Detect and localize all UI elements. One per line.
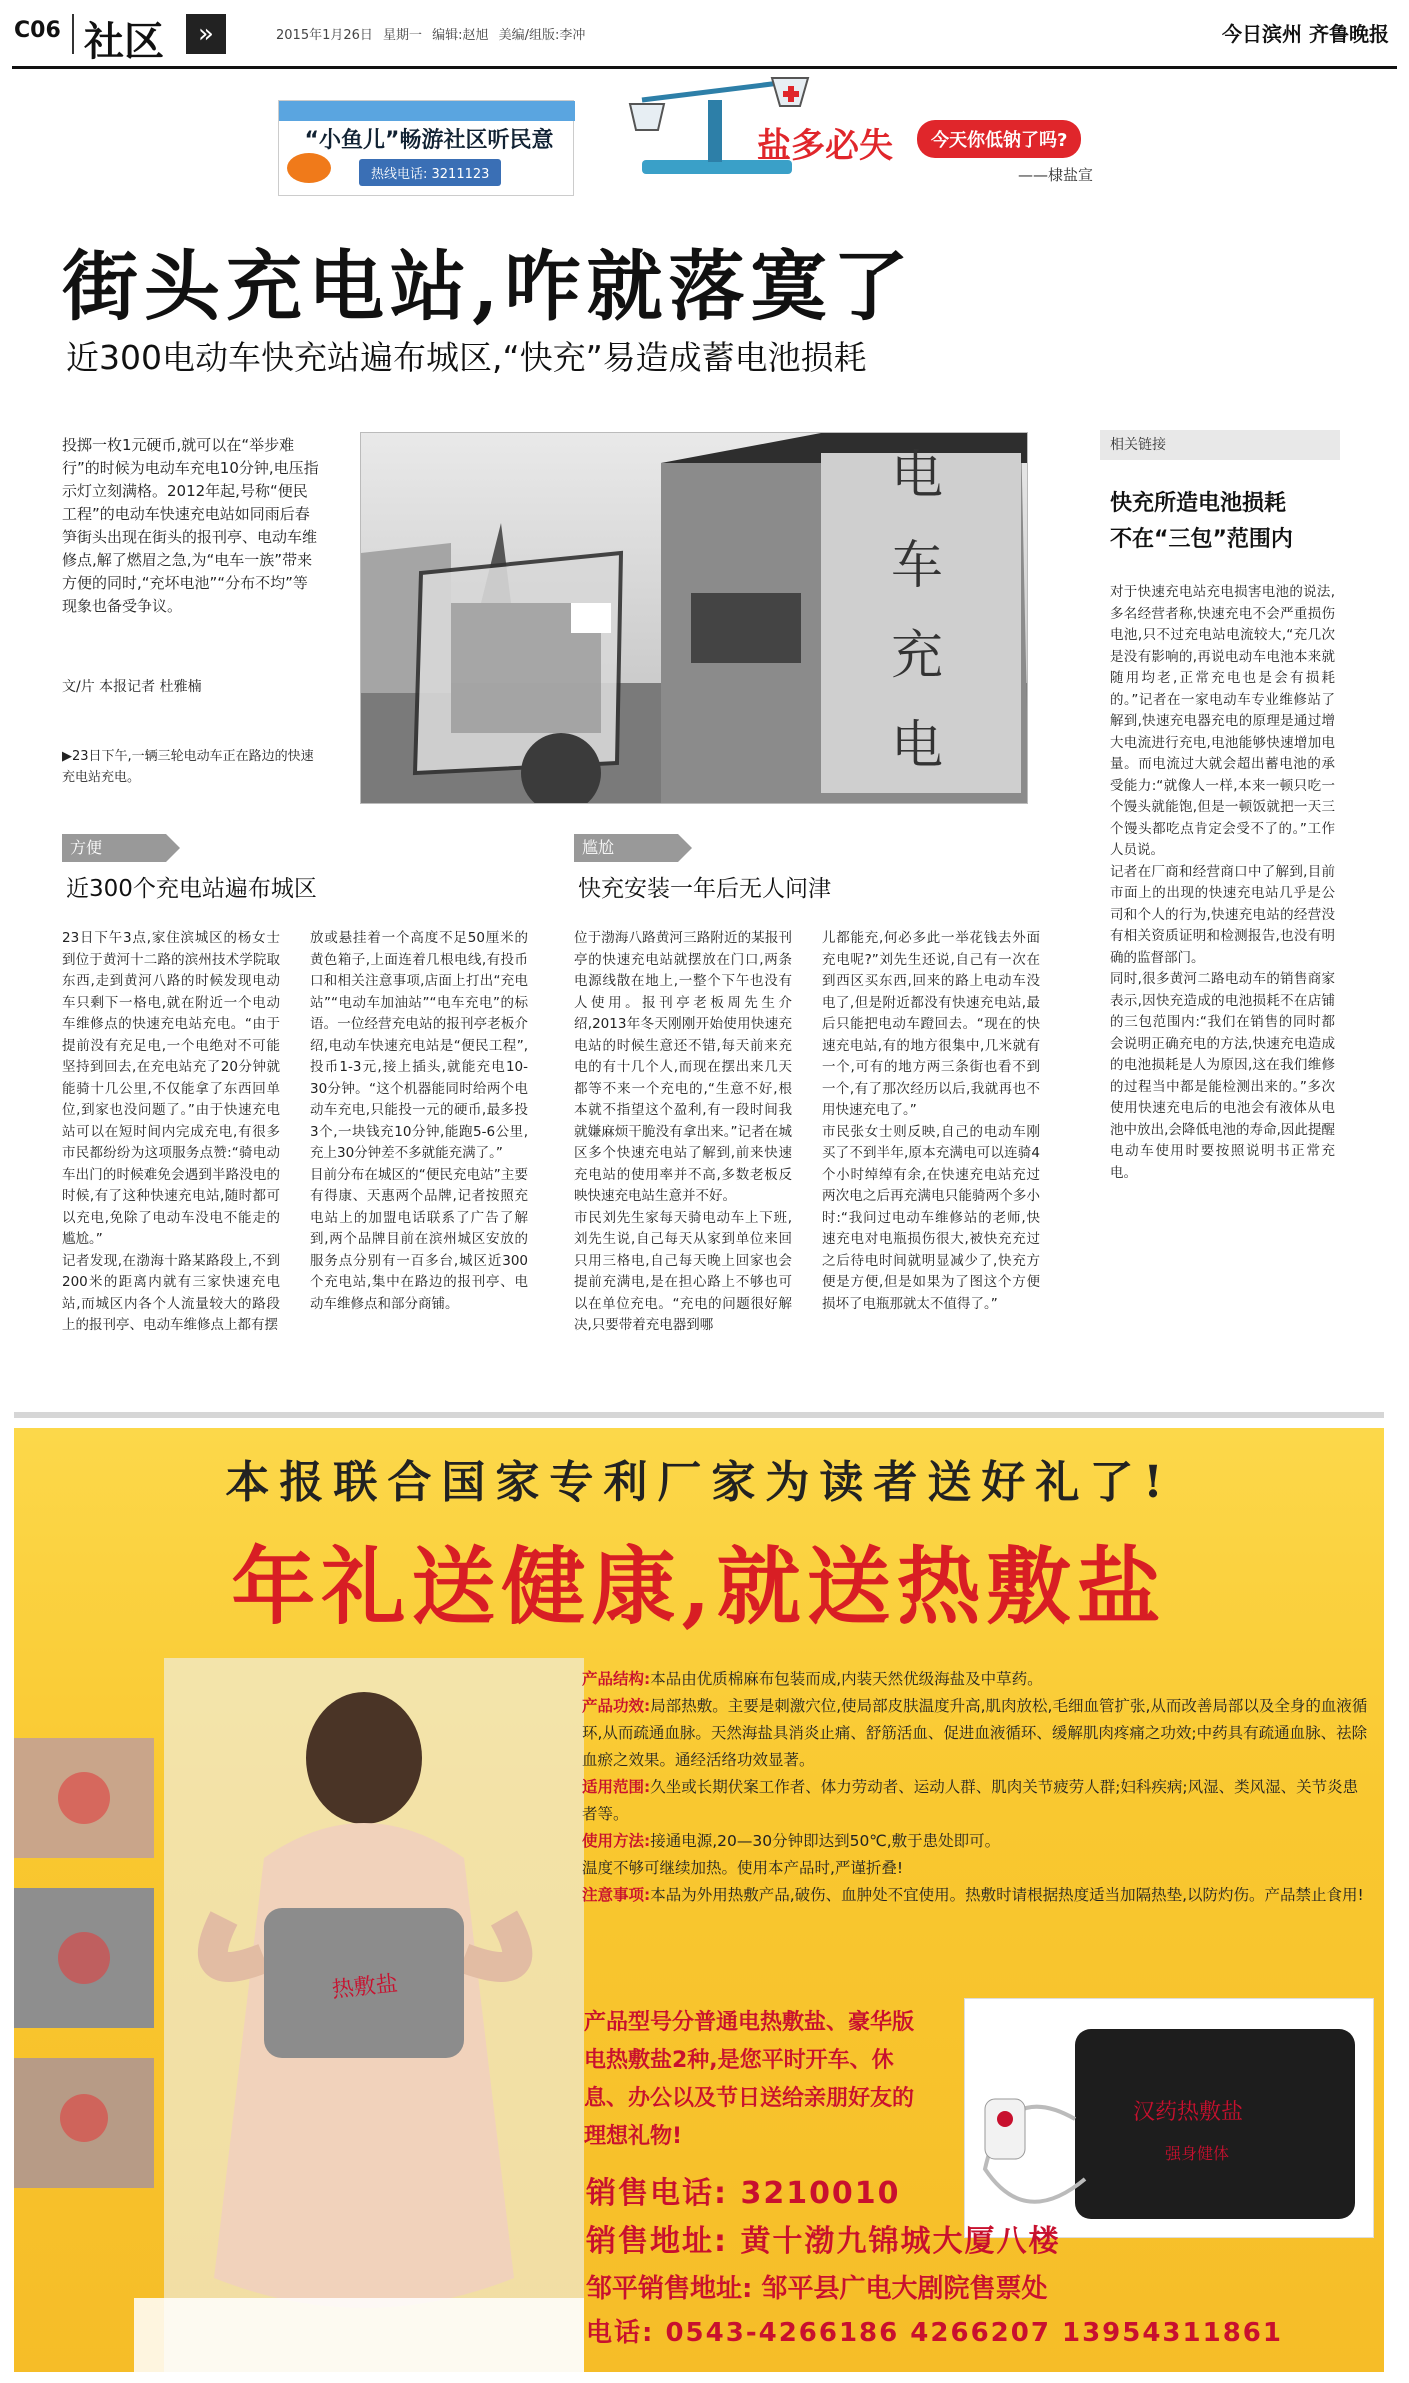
salt-pad-product-image — [965, 1999, 1375, 2239]
model-with-salt-pad-image — [14, 1658, 584, 2372]
section-tag-convenient: 方便 — [62, 834, 166, 862]
section-tag-awkward: 尴尬 — [574, 834, 678, 862]
svg-text:电: 电 — [891, 716, 944, 776]
ad-top-line: 本报联合国家专利厂家为读者送好礼了! — [225, 1457, 1173, 1508]
item-label: 产品结构: — [582, 1670, 651, 1688]
item-text: 温度不够可继续加热。使用本产品时,严谨折叠! — [582, 1859, 904, 1877]
item-text: 接通电源,20—30分钟即达到50℃,敷于患处即可。 — [650, 1832, 1001, 1850]
salt-slogan: 盐多必失 — [757, 126, 893, 166]
newspaper-name: 今日滨州 齐鲁晚报 — [1222, 22, 1389, 46]
banner-signature: ——棣盐宣 — [1018, 166, 1094, 184]
svg-text:充: 充 — [891, 626, 944, 686]
header-meta: 2015年1月26日 星期一 编辑:赵旭 美编/组版:李冲 — [276, 28, 586, 43]
item-label: 注意事项: — [582, 1886, 651, 1904]
banner-title: “小鱼儿”畅游社区听民意 — [304, 128, 554, 153]
product-model-text: 产品型号分普通电热敷盐、豪华版电热敷盐2种,是您平时开车、休息、办公以及节日送给亲朋好友的理想礼物! — [584, 2010, 915, 2149]
svg-text:电: 电 — [891, 446, 944, 506]
article-column-1: 23日下午3点,家住滨城区的杨女士到位于黄河十二路的滨州技术学院取东西,走到黄河八路的时候发现电动车只剩下一格电,就在附近一个电动车维修点的快速充电站充电。“由于提前没有充足电,一个电绝对不可能坚持到回去,在充电站充了20分钟就能骑十几公里,不仅能拿了东西回单位,到家也没问题了。”由于快速充电站可以在短时间内完成充电,有很多市民都纷纷为这项服务点赞:“骑电动车出门的时候难免会遇到半路没电的时候,有了这种快速充电站,随时都可以充电,免除了电动车没电不能走的尴尬。” 记者发现,在渤海十路某路段上,不到200米的距离内就有三家快速充电站,而城区内各个人流量较大的路段上的报刊亭、电动车维修点上都有摆 — [62, 930, 280, 1333]
article-column-4: 儿都能充,何必多此一举花钱去外面充电呢?”刘先生还说,自己有一次在到西区买东西,回来的路上电动车没电了,但是附近都没有快速充电站,最后只能把电动车蹬回去。“现在的快速充电站,有的地方很集中,几米就有一个,可有的地方两三条街也看不到一个,有了那次经历以后,我就再也不用快速充电了。” 市民张女士则反映,自己的电动车刚买了不到半年,原本充满电可以连骑4个小时绰绰有余,在快速充电站充过两次电之后再充满电只能骑两个多小时:“我问过电动车维修站的老师,快速充电对电瓶损伤很大,被快充充过之后待电时间就明显减少了,快充方便是方便,但是如果为了图这个方便损坏了电瓶那就太不值得了。” — [822, 930, 1040, 1312]
hotline-label: 热线电话: 3211123 — [359, 159, 501, 186]
banner-sky-strip — [279, 101, 575, 121]
article-column-2: 放或悬挂着一个高度不足50厘米的黄色箱子,上面连着几根电线,有投币口和相关注意事项,店面上打出“充电站”“电动车加油站”“电车充电”的标语。一位经营充电站的报刊亭老板介绍,电动车快速充电站是“便民工程”,投币1-3元,接上插头,就能充电10-30分钟。“这个机器能同时给两个电动车充电,只能投一元的硬币,最多投3个,一块钱充10分钟,能跑5-6公里,充上30分钟差不多就能充满了。” 目前分布在城区的“便民充电站”主要有得康、天惠两个品牌,记者按照充电站上的加盟电话联系了广告了解到,两个品牌目前在滨州城区安放的服务点分别有一百多台,城区近300个充电站,集中在路边的报刊亭、电动车维修点和部分商铺。 — [310, 930, 528, 1312]
street-scene-photo — [361, 433, 1028, 804]
sidebar-title-line2: 不在“三包”范围内 — [1110, 527, 1293, 552]
sidebar-body: 对于快速充电站充电损害电池的说法,多名经营者称,快速充电不会严重损伤电池,只不过充电站电流较大,“充几次是没有影响的,再说电动车电池本来就随用均老,正常充电也是会有损耗的。”记者在一家电动车专业维修站了解到,快速充电器充电的原理是通过增大电流进行充电,电池能够快速增加电量。而电流过大就会超出蓄电池的承受能力:“就像人一样,本来一顿只吃一个馒头就能饱,但是一顿饭就把一天三个馒头都吃点肯定会受不了的。”工作人员说。 记者在厂商和经营商口中了解到,目前市面上的出现的快速充电站几乎是公司和个人的行为,快速充电站的经营没有相关资质证明和检测报告,也没有明确的监督部门。 同时,很多黄河二路电动车的销售商家表示,因快充造成的电池损耗不在店铺的三包范围内:“我们在销售的同时都会说明正确充电的方法,快速充电造成的电池损耗是人为原因,这在我们维修的过程当中都是能检测出来的。”多次使用快速充电后的电池会有液体从电池中放出,会降低电池的寿命,因此提醒电动车使用时要按照说明书正常充电。 — [1110, 584, 1335, 1181]
section-title: 社区 — [84, 18, 164, 65]
hot-salt-advertisement — [14, 1428, 1384, 2372]
product-effects — [582, 1693, 1372, 1774]
article-byline: 文/片 本报记者 杜雅楠 — [62, 679, 202, 695]
sales-phone: 销售电话: 3210010 — [586, 2176, 901, 2211]
tag-arrow — [166, 834, 180, 862]
product-photo — [964, 1998, 1374, 2238]
item-label: 使用方法: — [582, 1832, 651, 1850]
sidebar-title-line1: 快充所造电池损耗 — [1110, 491, 1287, 516]
section-title-right: 快充安装一年后无人问津 — [578, 876, 831, 902]
product-usage-note — [582, 1855, 1372, 1882]
svg-text:车: 车 — [891, 536, 944, 596]
charging-station-photo — [360, 432, 1028, 804]
pad-label: 热敷盐 — [330, 1971, 400, 2004]
product-text-2: 强身健体 — [1165, 2144, 1230, 2163]
section-title-left: 近300个充电站遍布城区 — [66, 876, 317, 902]
item-text: 本品为外用热敷产品,破伤、血肿处不宜使用。热敷时请根据热度适当加隔热垫,以防灼伤。产品禁止食用! — [650, 1886, 1364, 1904]
ad-headline: 年礼送健康,就送热敷盐 — [231, 1537, 1167, 1636]
item-label: 产品功效: — [582, 1697, 651, 1715]
product-usage — [582, 1828, 1372, 1855]
item-text: 局部热敷。主要是刺激穴位,使局部皮肤温度升高,肌肉放松,毛细血管扩张,从而改善局部以及全身的血液循环,从而疏通血脉。天然海盐具消炎止痛、舒筋活血、促进血液循环、缓解肌肉疼痛之功效;中药具有疏通血脉、祛除血瘀之效果。通经活络功效显著。 — [582, 1697, 1368, 1769]
tag-arrow — [678, 834, 692, 862]
item-text: 本品由优质棉麻布包装而成,内装天然优级海盐及中草药。 — [650, 1670, 1043, 1688]
ad-separator — [14, 1412, 1384, 1418]
product-cautions — [582, 1882, 1372, 1909]
article-column-3: 位于渤海八路黄河三路附近的某报刊亭的快速充电站就摆放在门口,两条电源线散在地上,一整个下午也没有人使用。报刊亭老板周先生介绍,2013年冬天刚刚开始使用快速充电站的时候生意还不错,每天前来充电的有十几个人,而现在摆出来几天都等不来一个充电的,“生意不好,根本就不指望这个盈利,有一段时间我就嫌麻烦干脆没有拿出来。”记者在城区多个快速充电站了解到,前来快速充电站的使用率并不高,多数老板反映快速充电站生意并不好。 市民刘先生家每天骑电动车上下班,刘先生说,自己每天从家到单位来回只用三格电,自己每天晚上回家也会提前充满电,是在担心路上不够也可以在单位充电。“充电的问题很好解决,只要带着充电器到哪 — [574, 930, 792, 1333]
article-subhead: 近300电动车快充站遍布城区,“快充”易造成蓄电池损耗 — [66, 338, 867, 377]
sidebar-label: 相关链接 — [1100, 430, 1340, 460]
xiaoyuer-banner — [278, 100, 574, 196]
product-scope — [582, 1774, 1372, 1828]
item-label: 适用范围: — [582, 1778, 651, 1796]
header-divider — [72, 14, 74, 54]
product-text-1: 汉药热敷盐 — [1133, 2100, 1244, 2125]
double-arrow-icon: » — [186, 14, 226, 54]
item-text: 久坐或长期伏案工作者、体力劳动者、运动人群、肌肉关节疲劳人群;妇科疾病;风湿、类风湿、关节炎患者等。 — [582, 1778, 1359, 1823]
article-lead: 投掷一枚1元硬币,就可以在“举步难行”的时候为电动车充电10分钟,电压指示灯立刻满格。2012年起,号称“便民工程”的电动车快速充电站如同雨后春笋街头出现在街头的报刊亭、电动车维修点,解了燃眉之急,为“电车一族”带来方便的同时,“充坏电池”“分布不均”等现象也备受争议。 — [62, 436, 319, 615]
article-headline: 街头充电站,咋就落寞了 — [62, 242, 915, 331]
page-number: C06 — [14, 18, 61, 43]
low-sodium-tag: 今天你低钠了吗? — [917, 120, 1081, 158]
zouping-address: 邹平销售地址: 邹平县广电大剧院售票处 — [586, 2274, 1048, 2304]
salt-psa-banner — [612, 60, 1172, 200]
fish-icon — [287, 153, 331, 183]
photo-caption: ▶23日下午,一辆三轮电动车正在路边的快速充电站充电。 — [62, 749, 314, 785]
product-description — [582, 1666, 1372, 1909]
contact-phones: 电话: 0543-4266186 4266207 13954311861 — [586, 2318, 1283, 2348]
product-structure — [582, 1666, 1372, 1693]
sales-address: 销售地址: 黄十渤九锦城大厦八楼 — [586, 2224, 1061, 2259]
